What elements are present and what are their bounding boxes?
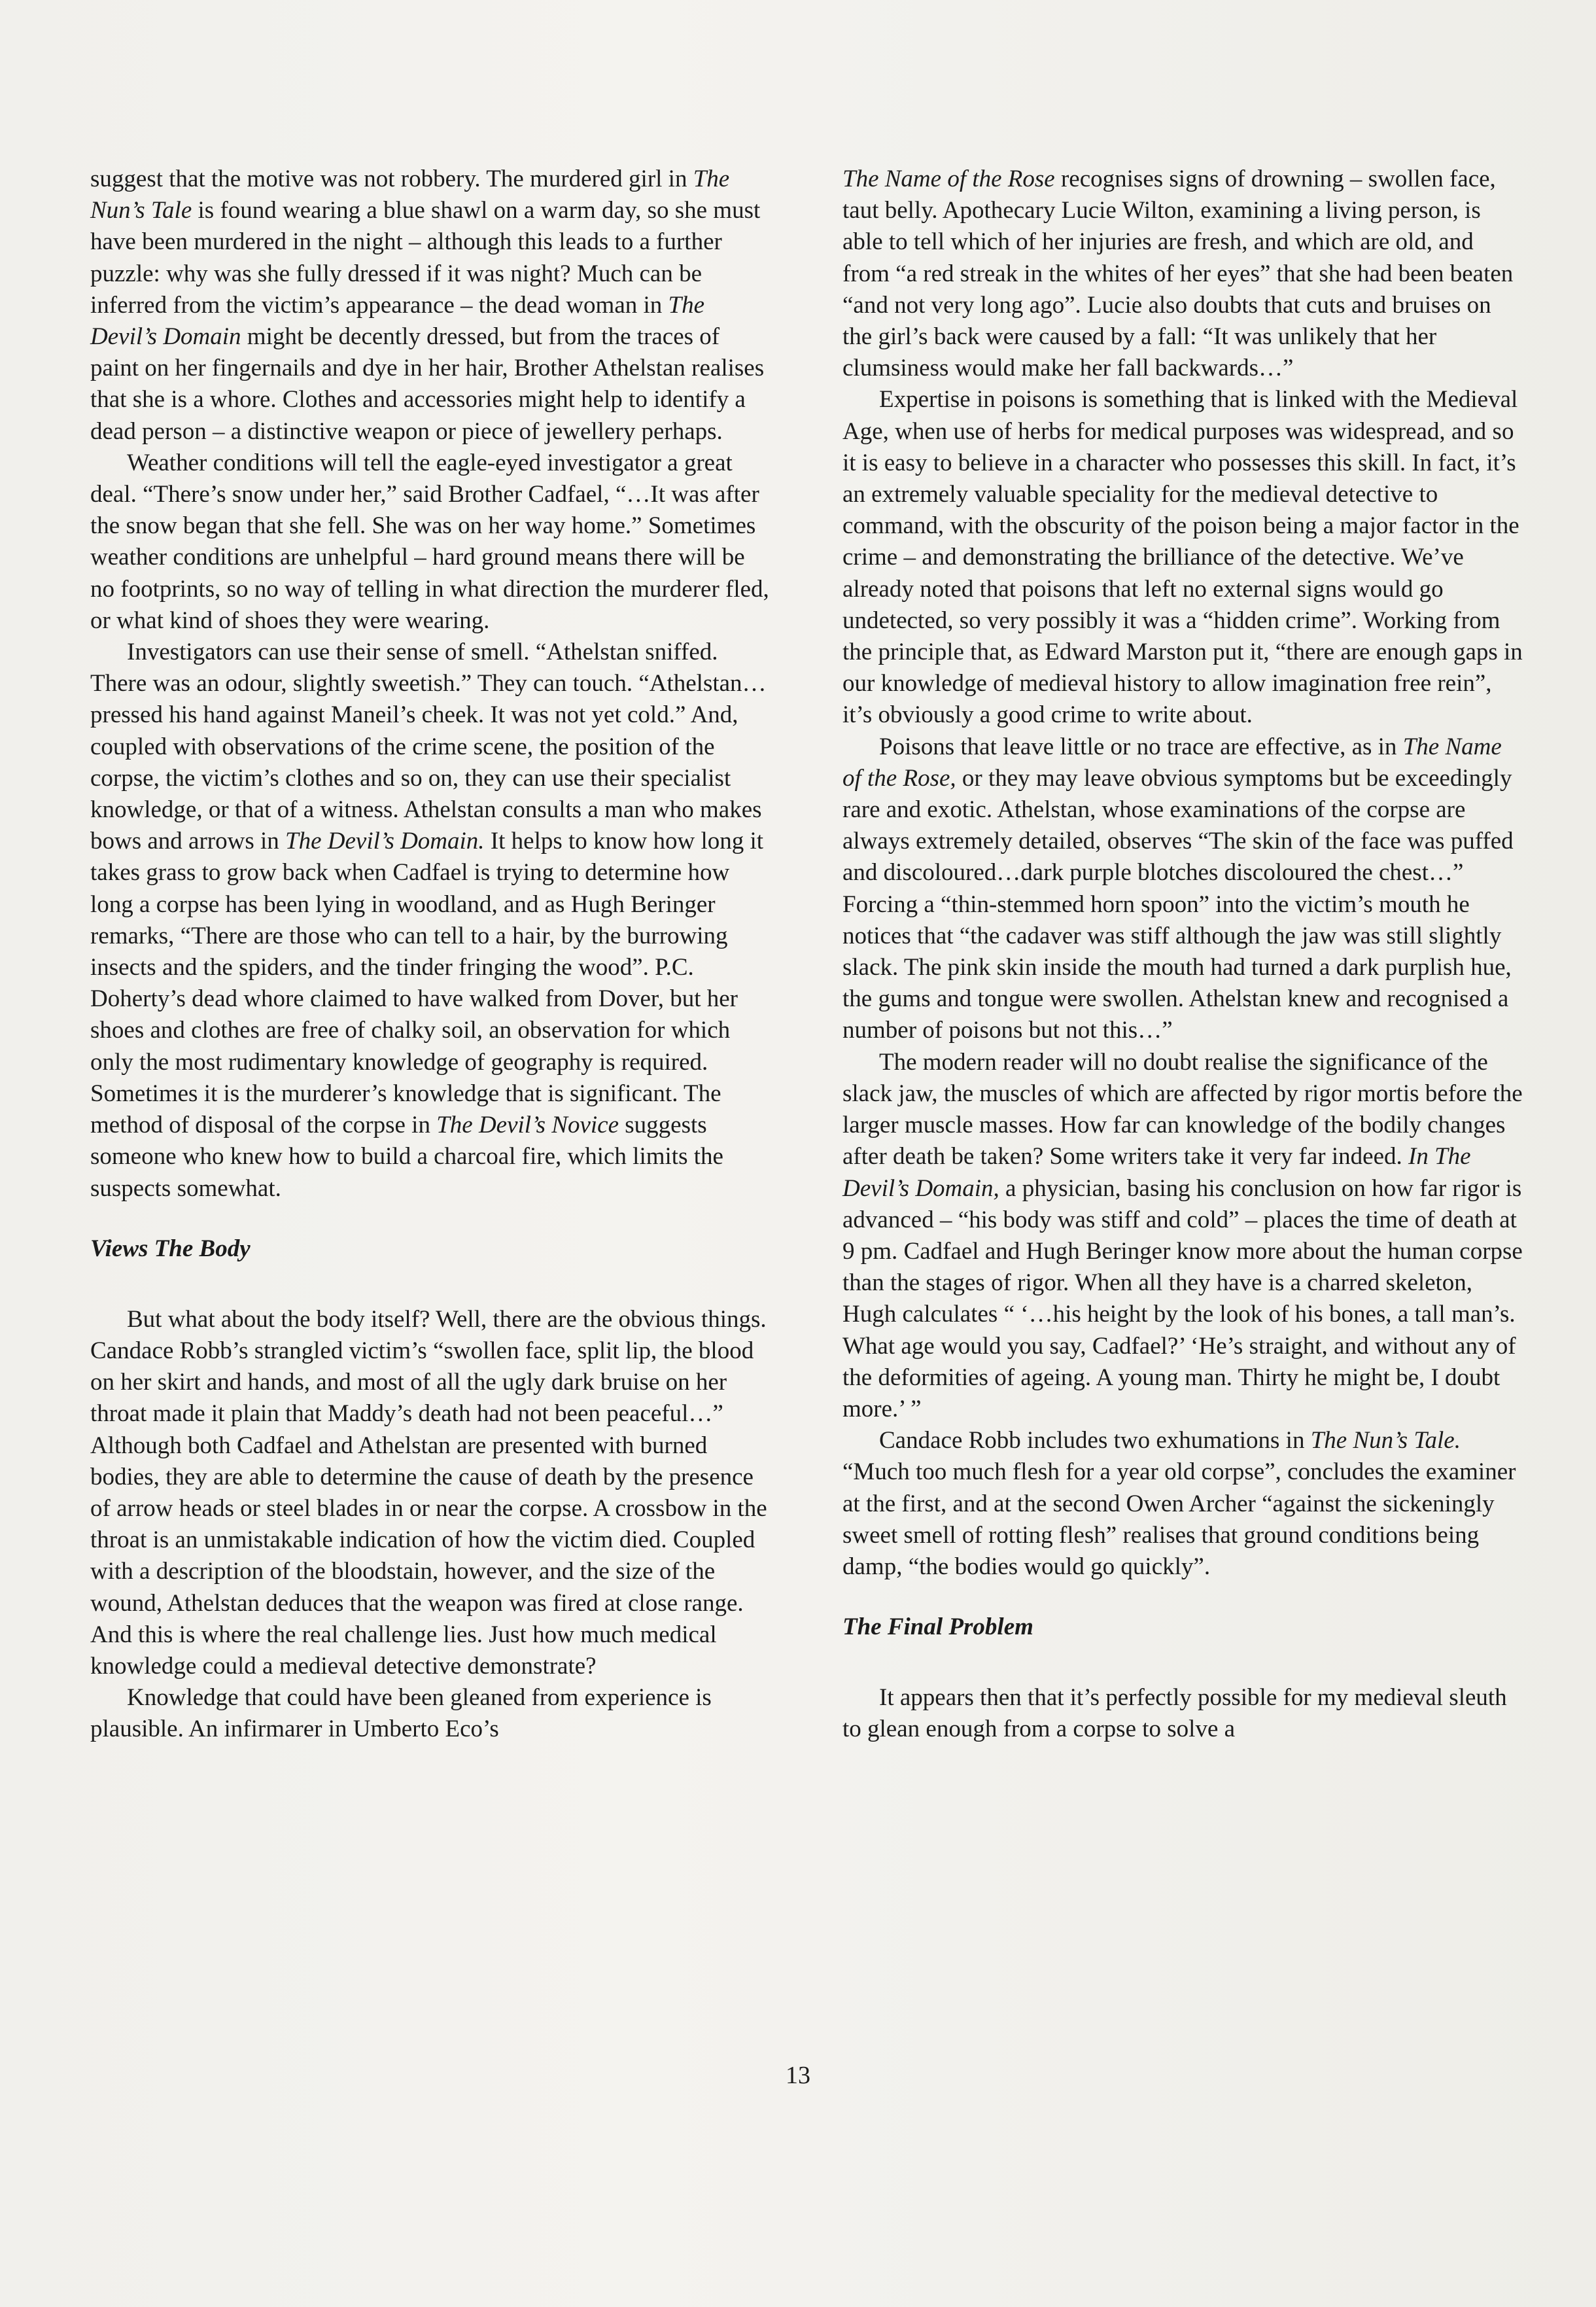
text-run: “Much too much flesh for a year old corpse”, concludes the examiner at the first, and at the second Owen Archer “against the sickeningly sweet smell of rotting flesh” realises that ground conditions being damp, “the bodies would go quickly”. bbox=[842, 1458, 1516, 1580]
paragraph bbox=[842, 1047, 1523, 1425]
text-run: suggests someone who knew how to build a charcoal fire, which limits the suspects somewhat. bbox=[90, 1112, 723, 1202]
text-run: But what about the body itself? Well, there are the obvious things. Candace Robb’s strangled victim’s “swollen face, split lip, the blood on her skirt and hands, and most of all the ugly dark bruise on her throat made it plain that Maddy’s death had not been peaceful…” Although both Cadfael and Athelstan are presented with burned bodies, they are able to determine the cause of death by the presence of arrow heads or steel blades in or near the corpse. A crossbow in the throat is an unmistakable indication of how the victim died. Coupled with a description of the bloodstain, however, and the size of the wound, Athelstan deduces that the weapon was fired at close range. And this is where the real challenge lies. Just how much medical knowledge could a medieval detective demonstrate? bbox=[90, 1305, 767, 1680]
paragraph bbox=[842, 1682, 1523, 1745]
text-run: Poisons that leave little or no trace are effective, as in bbox=[879, 733, 1403, 760]
paragraph bbox=[842, 731, 1523, 1047]
text-run: It helps to know how long it takes grass to grow back when Cadfael is trying to determine how long a corpse has been lying in woodland, and as Hugh Beringer remarks, “There are those who can tell to a hair, by the burrowing insects and the spiders, and the tinder fringing the wood”. P.C. Doherty’s dead whore claimed to have walked from Dover, but her shoes and clothes are free of chalky soil, an observation for which only the most rudimentary knowledge of geography is required. Sometimes it is the murderer’s knowledge that is significant. The method of disposal of the corpse in bbox=[90, 828, 764, 1139]
italic-title: The Devil’s Novice bbox=[436, 1112, 619, 1139]
paragraph bbox=[842, 384, 1523, 731]
paragraph bbox=[90, 1304, 771, 1682]
text-run: or they may leave obvious symptoms but be exceedingly rare and exotic. Athelstan, whose examinations of the corpse are always extremely detailed, observes “The skin of the face was puffed and discoloured…dark purple blotches discoloured the chest…” Forcing a “thin-stemmed horn spoon” into the victim’s mouth he notices that “the cadaver was stiff although the jaw was still slightly slack. The pink skin inside the mouth had turned a dark purplish hue, the gums and tongue were swollen. Athelstan knew and recognised a number of poisons but not this…” bbox=[842, 764, 1514, 1044]
page-number: 13 bbox=[786, 2062, 810, 2089]
italic-title: The Name of the Rose, bbox=[842, 733, 1502, 792]
paragraph bbox=[90, 164, 771, 448]
paragraph bbox=[842, 164, 1523, 384]
right-column bbox=[842, 164, 1523, 1746]
text-run: Candace Robb includes two exhumations in bbox=[879, 1427, 1311, 1454]
text-run: Expertise in poisons is something that is linked with the Medieval Age, when use of herbs for medical purposes was widespread, and so it is easy to believe in a character who possesses this skill. In fact, it’s an extremely valuable speciality for the medieval detective to command, with the obscurity of the poison being a major factor in the crime – and demonstrating the brilliance of the detective. We’ve already noted that poisons that left no external signs would go undetected, so very possibly it was a “hidden crime”. Working from the principle that, as Edward Marston put it, “there are enough gaps in our knowledge of medieval history to allow imagination free rein”, it’s obviously a good crime to write about. bbox=[842, 386, 1523, 729]
paragraph bbox=[90, 448, 771, 637]
paragraph bbox=[842, 1425, 1523, 1583]
left-column bbox=[90, 164, 771, 1746]
italic-title: In The Devil’s Domain, bbox=[842, 1143, 1471, 1202]
section-heading: Views The Body bbox=[90, 1235, 251, 1262]
paragraph bbox=[90, 637, 771, 1205]
text-run: The modern reader will no doubt realise the significance of the slack jaw, the muscles of which are affected by rigor mortis before the larger muscle masses. How far can knowledge of the bodily changes after death be taken? Some writers take it very far indeed. bbox=[842, 1048, 1523, 1171]
text-run: recognises signs of drowning – swollen face, taut belly. Apothecary Lucie Wilton, examining a living person, is able to tell which of her injuries are fresh, and which are old, and from “a red streak in the whites of her eyes” that she had been beaten “and not very long ago”. Lucie also doubts that cuts and bruises on the girl’s back were caused by a fall: “It was unlikely that her clumsiness would make her fall backwards…” bbox=[842, 166, 1514, 382]
italic-title: The Name of the Rose bbox=[842, 166, 1055, 192]
text-run: Knowledge that could have been gleaned from experience is plausible. An infirmarer in Umberto Eco’s bbox=[90, 1684, 712, 1743]
text-run: Investigators can use their sense of smell. “Athelstan sniffed. There was an odour, slightly sweetish.” They can touch. “Athelstan…pressed his hand against Maneil’s cheek. It was not yet cold.” And, coupled with observations of the crime scene, the position of the corpse, the victim’s clothes and so on, they can use their specialist knowledge, or that of a witness. Athelstan consults a man who makes bows and arrows in bbox=[90, 639, 767, 855]
text-run: is found wearing a blue shawl on a warm day, so she must have been murdered in the night – although this leads to a further puzzle: why was she fully dressed if it was night? Much can be inferred from the victim’s appearance – the dead woman in bbox=[90, 197, 761, 319]
italic-title: The Devil’s Domain bbox=[90, 291, 705, 351]
italic-title: The Devil’s Domain. bbox=[285, 828, 485, 855]
section-heading: The Final Problem bbox=[842, 1613, 1033, 1641]
text-run: a physician, basing his conclusion on how far rigor is advanced – “his body was stiff and cold” – places the time of death at 9 pm. Cadfael and Hugh Beringer know more about the human corpse than the stages of rigor. When all they have is a charred skeleton, Hugh calculates “ ‘…his height by the look of his bones, a tall man’s. What age would you say, Cadfael?’ ‘He’s straight, and without any of the deformities of ageing. A young man. Thirty he might be, I doubt more.’ ” bbox=[842, 1174, 1523, 1422]
italic-title: The Nun’s Tale bbox=[90, 166, 730, 224]
italic-title: The Nun’s Tale. bbox=[1310, 1427, 1461, 1454]
text-run: suggest that the motive was not robbery. The murdered girl in bbox=[90, 166, 693, 192]
paragraph bbox=[90, 1682, 771, 1745]
text-run: might be decently dressed, but from the traces of paint on her fingernails and dye in her hair, Brother Athelstan realises that she is a whore. Clothes and accessories might help to identify a dead person – a distinctive weapon or piece of jewellery perhaps. bbox=[90, 323, 765, 445]
text-run: Weather conditions will tell the eagle-eyed investigator a great deal. “There’s snow under her,” said Brother Cadfael, “…It was after the snow began that she fell. She was on her way home.” Sometimes weather conditions are unhelpful – hard ground means there will be no footprints, so no way of telling in what direction the murderer fled, or what kind of shoes they were wearing. bbox=[90, 449, 769, 634]
text-run: It appears then that it’s perfectly possible for my medieval sleuth to glean enough from a corpse to solve a bbox=[842, 1684, 1507, 1743]
